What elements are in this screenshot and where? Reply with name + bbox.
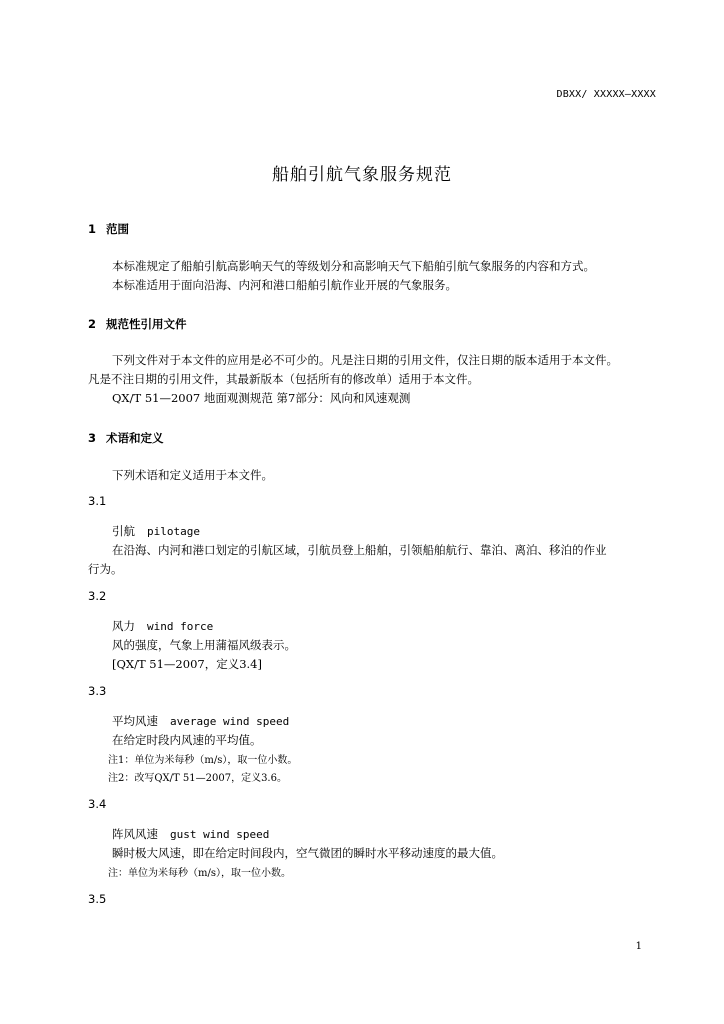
page-number: 1: [635, 941, 642, 952]
term-definition: 风的强度，气象上用蒲福风级表示。: [112, 638, 296, 652]
section-title: 规范性引用文件: [106, 317, 187, 331]
term-en: wind force: [147, 620, 214, 633]
term-entry: [112, 523, 200, 539]
term-number: 3.4: [88, 797, 107, 811]
section-1-paragraph-1: 本标准规定了船舶引航高影响天气的等级划分和高影响天气下船舶引航气象服务的内容和方式。: [112, 259, 595, 273]
term-number: 3.3: [88, 684, 107, 698]
term-note-2: 注2：改写QX/T 51—2007，定义3.6。: [108, 773, 287, 784]
term-definition-continued: 行为。: [88, 562, 123, 576]
term-note-1: 注1：单位为米每秒（m/s），取一位小数。: [108, 755, 298, 766]
section-number: 3: [88, 431, 97, 445]
term-en: average wind speed: [170, 715, 290, 728]
section-1-heading: [88, 221, 129, 237]
term-number: 3.2: [88, 589, 107, 603]
term-definition: 在给定时段内风速的平均值。: [112, 733, 262, 747]
section-title: 术语和定义: [106, 431, 164, 445]
term-zh: 引航: [112, 524, 135, 538]
term-note: 注：单位为米每秒（m/s），取一位小数。: [108, 868, 291, 879]
section-title: 范围: [106, 222, 129, 236]
section-2-paragraph-line-1: 下列文件对于本文件的应用是必不可少的。凡是注日期的引用文件，仅注日期的版本适用于本文件。: [112, 353, 618, 367]
term-en: pilotage: [147, 525, 200, 538]
term-zh: 风力: [112, 619, 135, 633]
section-1-paragraph-2: 本标准适用于面向沿海、内河和港口船舶引航作业开展的气象服务。: [112, 278, 457, 292]
term-entry: [112, 826, 269, 842]
term-definition: 在沿海、内河和港口划定的引航区域，引航员登上船舶，引领船舶航行、靠泊、离泊、移泊的作业: [112, 543, 607, 557]
term-number: 3.1: [88, 494, 107, 508]
document-code: DBXX/ XXXXX—XXXX: [556, 89, 656, 100]
section-number: 2: [88, 317, 97, 331]
section-3-intro: 下列术语和定义适用于本文件。: [112, 468, 273, 482]
section-2-paragraph-line-2: 凡是不注日期的引用文件，其最新版本（包括所有的修改单）适用于本文件。: [88, 372, 479, 386]
section-number: 1: [88, 222, 97, 236]
section-2-heading: [88, 316, 187, 332]
term-definition: 瞬时极大风速，即在给定时间段内，空气微团的瞬时水平移动速度的最大值。: [112, 846, 503, 860]
section-3-heading: [88, 430, 164, 446]
normative-reference: QX/T 51—2007 地面观测规范 第7部分：风向和风速观测: [112, 391, 411, 405]
term-number: 3.5: [88, 892, 107, 906]
document-title: 船舶引航气象服务规范: [272, 165, 452, 185]
term-en: gust wind speed: [170, 828, 270, 841]
term-zh: 阵风风速: [112, 827, 158, 841]
term-entry: [112, 618, 213, 634]
term-entry: [112, 713, 289, 729]
term-zh: 平均风速: [112, 714, 158, 728]
term-source: [QX/T 51—2007，定义3.4]: [112, 657, 262, 671]
